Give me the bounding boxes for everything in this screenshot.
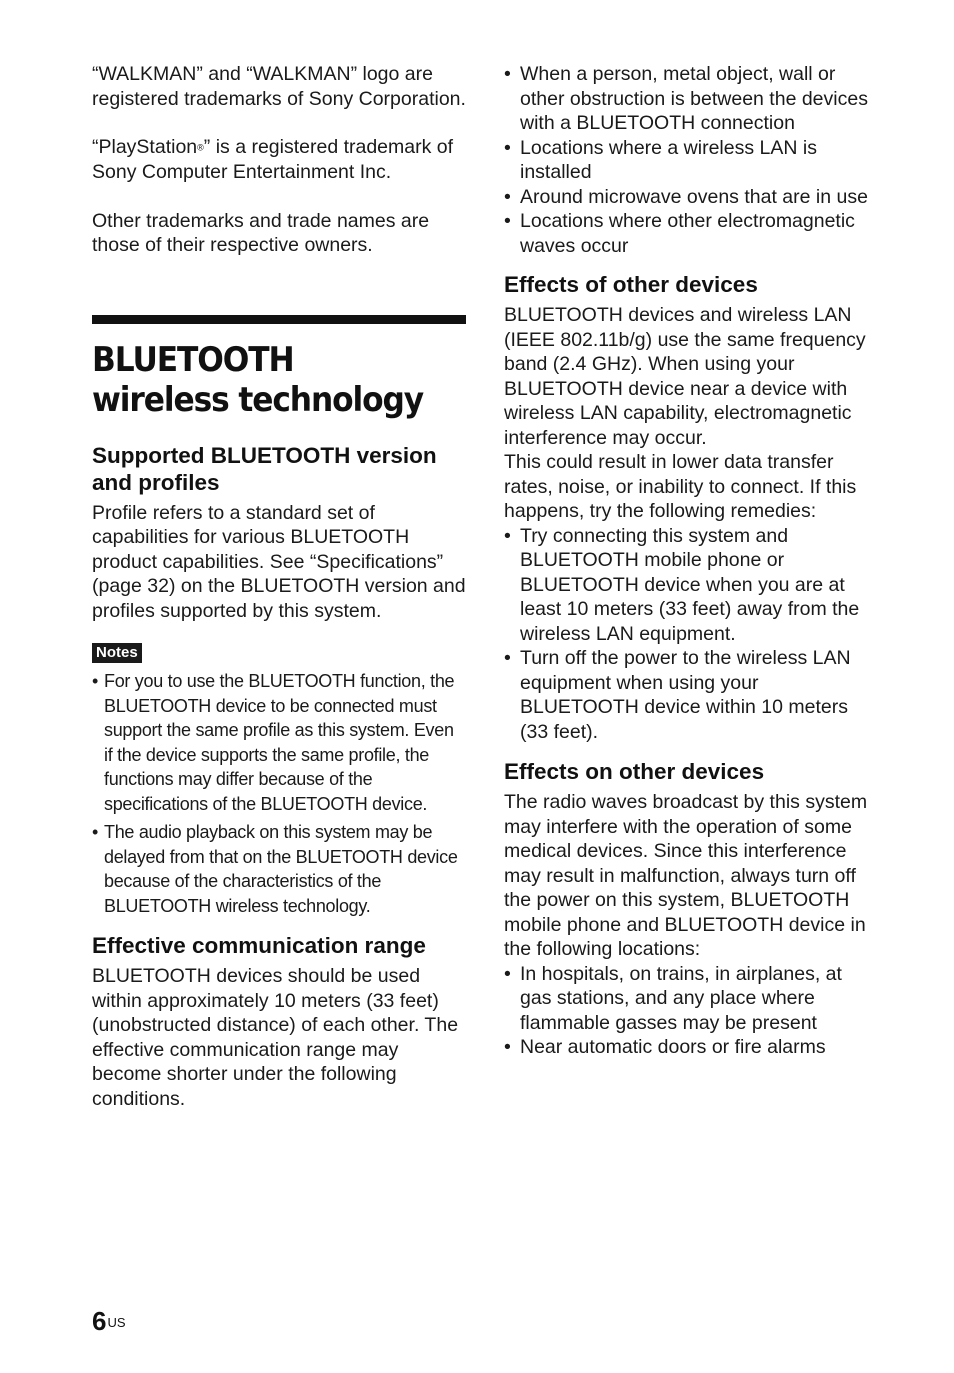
- trademark-walkman: “WALKMAN” and “WALKMAN” logo are registered trademarks of Sony Corporation.: [92, 63, 466, 110]
- note-text: The audio playback on this system may be delayed from that on the BLUETOOTH device because of the characteristics of the BLUETOOTH wireless technology.: [104, 822, 458, 916]
- list-item-text: In hospitals, on trains, in airplanes, at gas stations, and any place where flammable gasses may be present: [520, 962, 842, 1034]
- effects-on-heading: Effects on other devices: [504, 759, 765, 784]
- section-rule: [92, 315, 466, 324]
- trademark-playstation-post: ” is a registered trademark of Sony Computer Entertainment Inc.: [92, 136, 454, 184]
- list-item-text: Turn off the power to the wireless LAN equipment when using your BLUETOOTH device within 10 meters (33 feet).: [520, 647, 851, 743]
- bullet-icon: •: [504, 962, 511, 985]
- section-title: BLUETOOTH wireless technology: [92, 339, 424, 420]
- bullet-icon: •: [92, 822, 99, 843]
- list-item-text: Try connecting this system and BLUETOOTH mobile phone or BLUETOOTH device when you are at least 10 meters (33 feet) away from the wireless LAN equipment.: [520, 524, 860, 645]
- list-item: [504, 136, 876, 185]
- bullet-icon: •: [504, 1036, 511, 1058]
- bullet-icon: •: [504, 210, 511, 232]
- profiles-body: Profile refers to a standard set of capabilities for various BLUETOOTH product capabilities. See “Specifications” (page 32) on the BLUETOOTH version and profiles supported by this system.: [92, 501, 466, 622]
- list-item-text: Near automatic doors or fire alarms: [520, 1036, 826, 1058]
- note-item: [92, 820, 466, 918]
- effects-on-body: The radio waves broadcast by this system may interfere with the operation of some medical devices. Since this interference may result in malfunction, always turn off the power on this system, BLUETOOTH mobile phone and BLUETOOTH device in the following locations:: [504, 791, 868, 960]
- bullet-icon: •: [504, 136, 511, 159]
- effects-of-heading: Effects of other devices: [504, 272, 758, 297]
- bullet-icon: •: [504, 647, 511, 669]
- locations-list: [504, 962, 876, 1060]
- page-number: [92, 1306, 126, 1336]
- list-item-text: Around microwave ovens that are in use: [520, 185, 868, 208]
- remedies-list: [504, 524, 876, 745]
- list-item: [504, 646, 876, 744]
- bullet-icon: •: [92, 671, 99, 692]
- bullet-icon: •: [504, 63, 511, 85]
- list-item: [504, 185, 876, 210]
- list-item: [504, 62, 876, 136]
- list-item-text: Locations where other electromagnetic waves occur: [520, 210, 855, 257]
- list-item: [504, 1035, 876, 1060]
- effects-of-body-2: This could result in lower data transfer rates, noise, or inability to connect. If this happens, try the following remedies:: [504, 451, 857, 522]
- notes-list: [92, 669, 466, 918]
- list-item: [504, 209, 876, 258]
- right-column: [504, 62, 876, 1060]
- list-item: [504, 524, 876, 647]
- page-number-value: 6: [92, 1306, 107, 1336]
- range-body: BLUETOOTH devices should be used within approximately 10 meters (33 feet) (unobstructed distance) of each other. The effective communication range may become shorter under the following conditions.: [92, 965, 459, 1110]
- note-item: [92, 669, 466, 816]
- list-item: [504, 962, 876, 1036]
- conditions-list: [504, 62, 876, 258]
- range-heading: Effective communication range: [92, 933, 426, 959]
- bullet-icon: •: [504, 524, 511, 547]
- bullet-icon: •: [504, 185, 511, 208]
- list-item-text: Locations where a wireless LAN is installed: [520, 136, 817, 183]
- note-text: For you to use the BLUETOOTH function, the BLUETOOTH device to be connected must support the same profile as this system. Even if the device supports the same profile, the functions may differ because of the specifications of the BLUETOOTH device.: [104, 671, 455, 814]
- trademark-playstation: [92, 135, 466, 185]
- registered-mark: ®: [197, 142, 204, 153]
- trademark-other: Other trademarks and trade names are those of their respective owners.: [92, 209, 430, 257]
- trademark-playstation-pre: “PlayStation: [92, 136, 198, 158]
- page-number-suffix: US: [107, 1315, 126, 1330]
- left-column: [92, 62, 466, 1111]
- effects-of-body-1: BLUETOOTH devices and wireless LAN (IEEE 802.11b/g) use the same frequency band (2.4 GHz). When using your BLUETOOTH device near a device with wireless LAN capability, electromagnetic interference may occur.: [504, 304, 866, 449]
- list-item-text: When a person, metal object, wall or other obstruction is between the devices with a BLUETOOTH connection: [520, 63, 868, 134]
- profiles-heading: Supported BLUETOOTH version and profiles: [92, 442, 437, 495]
- notes-badge: Notes: [92, 643, 142, 663]
